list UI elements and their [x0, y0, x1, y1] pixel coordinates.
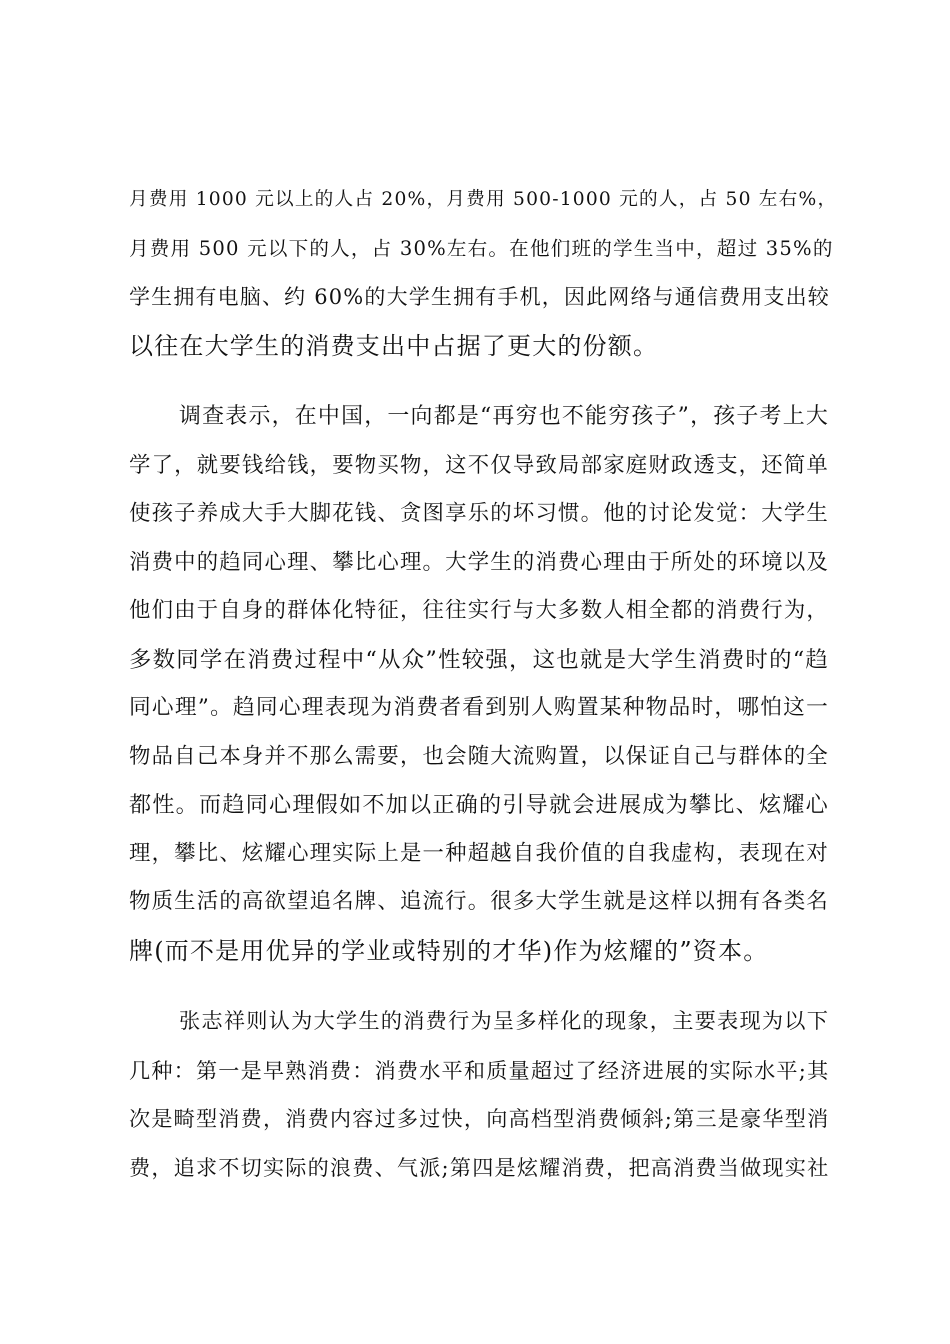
paragraph-2	[129, 393, 829, 975]
document-body	[129, 176, 838, 1192]
text-line: 理，攀比、炫耀心理实际上是一种超越自我价值的自我虚构，表现在对	[129, 840, 829, 866]
text-line: 几种：第一是早熟消费：消费水平和质量超过了经济进展的实际水平;其	[129, 1057, 830, 1083]
text-line: 调查表示，在中国，一向都是“再穷也不能穷孩子”，孩子考上大	[179, 404, 829, 429]
text-line: 使孩子养成大手大脚花钱、贪图享乐的坏习惯。他的讨论发觉：大学生	[129, 501, 829, 526]
paragraph-1	[129, 176, 838, 370]
text-line: 以往在大学生的消费支出中占据了更大的份额。	[129, 331, 659, 360]
text-line: 他们由于自身的群体化特征，往往实行与大多数人相全都的消费行为，	[129, 598, 829, 623]
text-line: 次是畸型消费，消费内容过多过快，向高档型消费倾斜;第三是豪华型消	[129, 1106, 830, 1131]
text-line: 同心理”。趋同心理表现为消费者看到别人购置某种物品时，哪怕这一	[129, 695, 829, 720]
paragraph-3	[129, 998, 829, 1192]
text-line: 月费用 1000 元以上的人占 20%，月费用 500-1000 元的人，占 50 左右%，	[129, 189, 838, 210]
text-line: 消费中的趋同心理、攀比心理。大学生的消费心理由于所处的环境以及	[129, 549, 829, 575]
text-line: 物品自己本身并不那么需要，也会随大流购置，以保证自己与群体的全	[129, 743, 829, 769]
text-line: 学生拥有电脑、约 60%的大学生拥有手机，因此网络与通信费用支出较	[129, 285, 830, 309]
text-line: 张志祥则认为大学生的消费行为呈多样化的现象，主要表现为以下	[179, 1009, 830, 1034]
text-line: 月费用 500 元以下的人，占 30%左右。在他们班的学生当中，超过 35%的	[129, 236, 834, 260]
text-line: 费，追求不切实际的浪费、气派;第四是炫耀消费，把高消费当做现实社	[129, 1154, 830, 1180]
text-line: 物质生活的高欲望追名牌、追流行。很多大学生就是这样以拥有各类名	[129, 889, 829, 914]
text-line: 学了，就要钱给钱，要物买物，这不仅导致局部家庭财政透支，还简单	[129, 452, 829, 478]
text-line: 牌(而不是用优异的学业或特别的才华)作为炫耀的”资本。	[129, 936, 769, 965]
text-line: 都性。而趋同心理假如不加以正确的引导就会进展成为攀比、炫耀心	[129, 792, 829, 818]
text-line: 多数同学在消费过程中“从众”性较强，这也就是大学生消费时的“趋	[129, 646, 829, 673]
